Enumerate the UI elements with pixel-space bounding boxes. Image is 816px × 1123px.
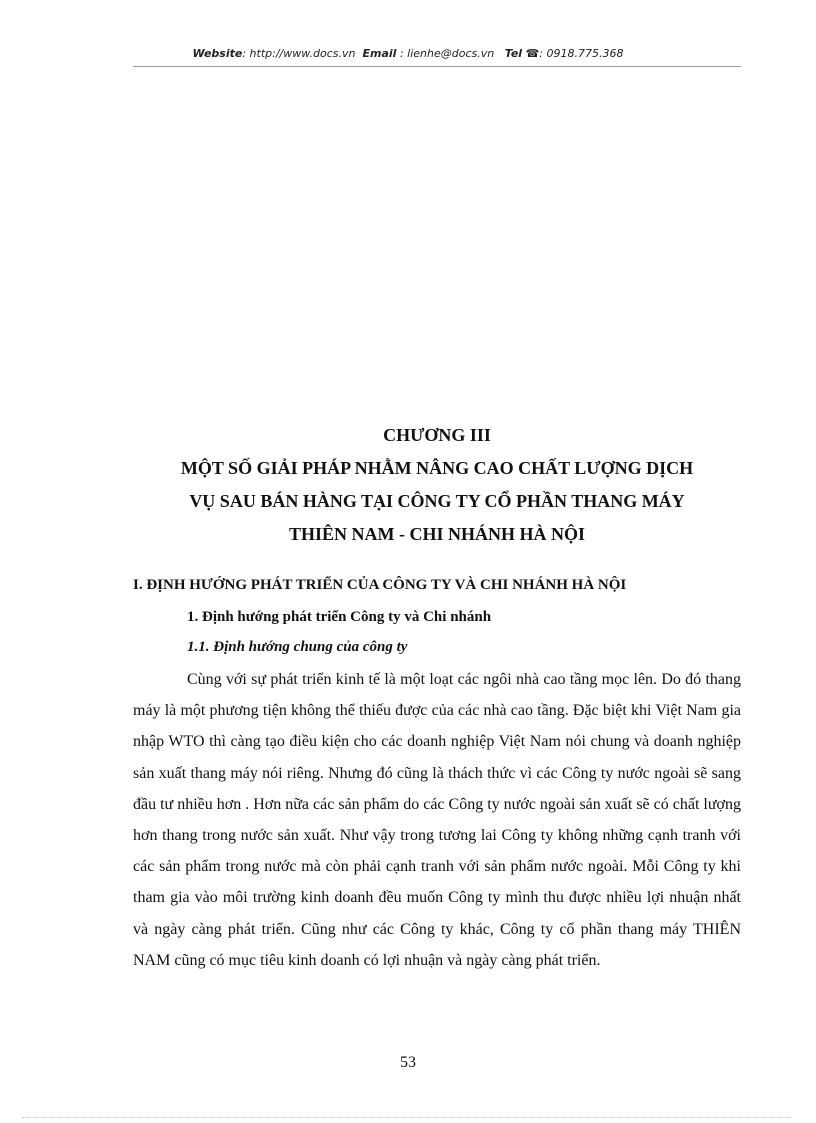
tel-value: : 0918.775.368 [539,47,624,60]
section-heading: I. ĐỊNH HƯỚNG PHÁT TRIỂN CỦA CÔNG TY VÀ CHI NHÁNH HÀ NỘI [133,577,627,593]
chapter-title-line-3: THIÊN NAM - CHI NHÁNH HÀ NỘI [288,524,585,544]
email-label: Email [362,47,397,60]
website-value: : http://www.docs.vn [242,47,356,60]
email-value: : lienhe@docs.vn [399,47,495,60]
telephone-icon: ☎ [525,47,540,60]
chapter-number: CHƯƠNG III [383,425,491,445]
page-bottom-border [22,1117,792,1118]
body-paragraph: Cùng với sự phát triển kinh tế là một loạt các ngôi nhà cao tầng mọc lên. Do đó thang máy là một phương tiện không thể thiếu được của các nhà cao tầng. Đặc biệt khi Việt Nam gia nhập WTO thì càng tạo điều kiện cho các doanh nghiệp Việt Nam nói chung và doanh nghiệp sản xuất thang máy nói riêng. Nhưng đó cũng là thách thức vì các Công ty nước ngoài sẽ sang đầu tư nhiều hơn . Hơn nữa các sản phẩm do các Công ty nước ngoài sản xuất sẽ có chất lượng hơn thang trong nước sản xuất. Như vậy trong tương lai Công ty không những cạnh tranh với các sản phẩm trong nước mà còn phải cạnh tranh với sản phẩm nước ngoài. Mỗi Công ty khi tham gia vào môi trường kinh doanh đều muốn Công ty mình thu được nhiều lợi nhuận nhất và ngày càng phát triển. Cũng như các Công ty khác, Công ty cổ phần thang máy THIÊN NAM cũng có mục tiêu kinh doanh có lợi nhuận và ngày càng phát triển. [133,671,741,969]
subsection-heading: 1. Định hướng phát triển Công ty và Chi nhánh [187,609,492,625]
website-label: Website [192,47,243,60]
page-number: 53 [400,1054,416,1071]
tel-label: Tel [504,47,523,60]
header-divider [133,66,741,67]
page-header [0,47,816,60]
chapter-title-line-2: VỤ SAU BÁN HÀNG TẠI CÔNG TY CỔ PHẦN THANG MÁY [189,491,685,511]
sub-subsection-heading: 1.1. Định hướng chung của công ty [187,639,408,655]
chapter-title-block [133,419,741,551]
chapter-title-line-1: MỘT SỐ GIẢI PHÁP NHẰM NÂNG CAO CHẤT LƯỢNG DỊCH [180,458,694,478]
